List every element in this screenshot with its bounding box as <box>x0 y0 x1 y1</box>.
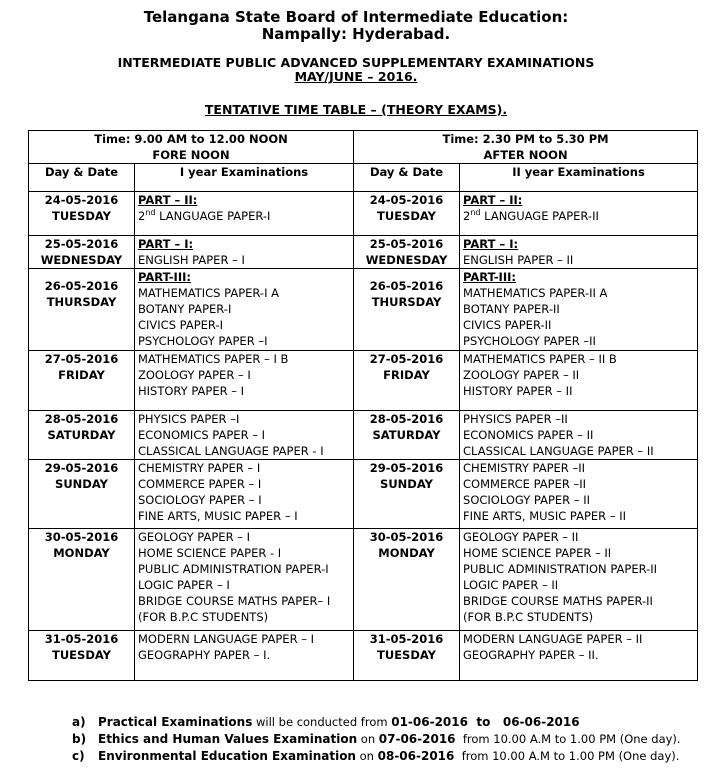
date-cell-an <box>354 192 460 236</box>
exam-paper: FINE ARTS, MUSIC PAPER – II <box>463 509 627 523</box>
exam-paper: PHYSICS PAPER –II <box>463 412 568 426</box>
exam-paper: CLASSICAL LANGUAGE PAPER – II <box>463 444 654 458</box>
exam-date: 25-05-2016 <box>44 237 119 251</box>
exam-paper <box>138 208 350 224</box>
date-cell-an <box>354 269 460 351</box>
exam-cell-an <box>460 411 698 460</box>
notes <box>72 714 681 765</box>
exam-paper: BRIDGE COURSE MATHS PAPER– I <box>138 594 331 608</box>
after-noon-label: AFTER NOON <box>483 148 568 162</box>
col-day-date-fn: Day & Date <box>29 164 135 192</box>
exam-weekday: SATURDAY <box>47 428 116 442</box>
fore-noon-label: FORE NOON <box>152 148 230 162</box>
exam-paper: ENGLISH PAPER – II <box>463 253 574 267</box>
exam-paper: CHEMISTRY PAPER – I <box>138 461 261 475</box>
note-title: Environmental Education Examination <box>98 749 356 763</box>
exam-date: 27-05-2016 <box>44 352 119 366</box>
exam-date: 28-05-2016 <box>369 412 444 426</box>
exam-paper: ZOOLOGY PAPER – I <box>138 368 251 382</box>
exam-paper: ECONOMICS PAPER – II <box>463 428 594 442</box>
exam-weekday: WEDNESDAY <box>40 253 123 267</box>
date-cell-fn <box>29 631 135 681</box>
exam-weekday: MONDAY <box>378 546 435 560</box>
ordinal-suffix: nd <box>470 208 481 218</box>
table-row <box>29 411 698 460</box>
date-cell-fn <box>29 529 135 631</box>
exam-weekday: THURSDAY <box>371 295 442 309</box>
exam-paper: COMMERCE PAPER –II <box>463 477 587 491</box>
exam-paper: LOGIC PAPER – I <box>138 578 230 592</box>
col-second-year: II year Examinations <box>460 164 698 192</box>
date-cell-an <box>354 236 460 269</box>
note-label: b) <box>72 732 87 746</box>
exam-paper: PSYCHOLOGY PAPER –II <box>463 334 596 348</box>
board-place: Nampally: Hyderabad. <box>261 25 451 43</box>
part-label: PART – I: <box>463 237 519 251</box>
timetable-body <box>29 192 698 681</box>
exam-paper: GEOGRAPHY PAPER – II. <box>463 648 599 662</box>
exam-session-text: MAY/JUNE – 2016. <box>294 69 418 84</box>
exam-paper: GEOLOGY PAPER – II <box>463 530 579 544</box>
note-time: from 10.00 A.M to 1.00 PM (One day). <box>454 749 680 763</box>
exam-paper: BOTANY PAPER-II <box>463 302 560 316</box>
note-item <box>72 714 681 731</box>
table-row <box>29 351 698 411</box>
exam-paper-text: LANGUAGE PAPER-I <box>159 209 271 223</box>
exam-paper: CIVICS PAPER-II <box>463 318 552 332</box>
exam-date: 26-05-2016 <box>369 279 444 293</box>
ordinal-number: 2 <box>463 209 471 223</box>
exam-paper: FINE ARTS, MUSIC PAPER – I <box>138 509 298 523</box>
date-cell-fn <box>29 192 135 236</box>
exam-session <box>0 69 712 84</box>
date-cell-an <box>354 351 460 411</box>
exam-paper: MATHEMATICS PAPER-I A <box>138 286 279 300</box>
exam-paper-text: LANGUAGE PAPER-II <box>484 209 599 223</box>
exam-cell-an <box>460 192 698 236</box>
exam-paper: CLASSICAL LANGUAGE PAPER - I <box>138 444 324 458</box>
col-day-date-an: Day & Date <box>354 164 460 192</box>
exam-paper: MATHEMATICS PAPER – II B <box>463 352 617 366</box>
date-cell-an <box>354 411 460 460</box>
ordinal-number: 2 <box>138 209 146 223</box>
table-row <box>29 529 698 631</box>
exam-date: 30-05-2016 <box>44 530 119 544</box>
fore-noon-time: Time: 9.00 AM to 12.00 NOON <box>94 132 288 146</box>
note-label: c) <box>72 749 85 763</box>
exam-paper: (FOR B.P.C STUDENTS) <box>463 610 594 624</box>
exam-paper: GEOLOGY PAPER – I <box>138 530 251 544</box>
exam-title: INTERMEDIATE PUBLIC ADVANCED SUPPLEMENTARY EXAMINATIONS <box>117 55 595 70</box>
exam-cell-fn <box>135 460 354 529</box>
exam-date: 24-05-2016 <box>369 193 444 207</box>
date-cell-fn <box>29 411 135 460</box>
note-connector: on <box>357 732 379 746</box>
exam-paper: HOME SCIENCE PAPER - I <box>138 546 282 560</box>
exam-paper <box>463 208 694 224</box>
part-label: PART – I: <box>138 237 194 251</box>
col-first-year: I year Examinations <box>135 164 354 192</box>
exam-paper: LOGIC PAPER – II <box>463 578 559 592</box>
timetable-heading-text: TENTATIVE TIME TABLE – (THEORY EXAMS). <box>204 102 508 117</box>
date-cell-fn <box>29 460 135 529</box>
exam-paper: COMMERCE PAPER – I <box>138 477 262 491</box>
exam-paper: CIVICS PAPER-I <box>138 318 223 332</box>
exam-cell-an <box>460 236 698 269</box>
exam-weekday: FRIDAY <box>58 368 105 382</box>
exam-paper: HISTORY PAPER – II <box>463 384 573 398</box>
exam-paper: PUBLIC ADMINISTRATION PAPER-I <box>138 562 329 576</box>
part-label: PART – II: <box>138 193 198 207</box>
exam-paper: (FOR B.P.C STUDENTS) <box>138 610 269 624</box>
exam-paper: SOCIOLOGY PAPER – I <box>138 493 262 507</box>
exam-weekday: MONDAY <box>53 546 110 560</box>
exam-cell-an <box>460 460 698 529</box>
note-connector: will be conducted from <box>252 715 392 729</box>
exam-cell-an <box>460 631 698 681</box>
timetable <box>28 130 698 681</box>
exam-date: 25-05-2016 <box>369 237 444 251</box>
table-row <box>29 460 698 529</box>
note-time: from 10.00 A.M to 1.00 PM (One day). <box>455 732 681 746</box>
session-header-row <box>29 131 698 164</box>
exam-paper: HOME SCIENCE PAPER – II <box>463 546 612 560</box>
part-label: PART – II: <box>463 193 523 207</box>
exam-paper: HISTORY PAPER – I <box>138 384 245 398</box>
after-noon-time: Time: 2.30 PM to 5.30 PM <box>442 132 609 146</box>
exam-weekday: THURSDAY <box>46 295 117 309</box>
exam-paper: ECONOMICS PAPER – I <box>138 428 266 442</box>
exam-date: 24-05-2016 <box>44 193 119 207</box>
date-cell-fn <box>29 269 135 351</box>
table-row <box>29 631 698 681</box>
note-item <box>72 731 681 748</box>
exam-date: 31-05-2016 <box>44 632 119 646</box>
exam-paper: GEOGRAPHY PAPER – I. <box>138 648 271 662</box>
table-row <box>29 236 698 269</box>
exam-paper: SOCIOLOGY PAPER – II <box>463 493 591 507</box>
exam-paper: PUBLIC ADMINISTRATION PAPER-II <box>463 562 658 576</box>
exam-date: 29-05-2016 <box>369 461 444 475</box>
exam-paper: PHYSICS PAPER –I <box>138 412 240 426</box>
exam-weekday: SUNDAY <box>380 477 433 491</box>
exam-weekday: TUESDAY <box>52 209 111 223</box>
exam-paper: BOTANY PAPER-I <box>138 302 232 316</box>
exam-date: 31-05-2016 <box>369 632 444 646</box>
exam-weekday: WEDNESDAY <box>365 253 448 267</box>
exam-cell-an <box>460 269 698 351</box>
part-label: PART-III: <box>463 270 516 284</box>
exam-paper: MATHEMATICS PAPER-II A <box>463 286 608 300</box>
column-header-row <box>29 164 698 192</box>
note-connector: on <box>355 749 378 763</box>
exam-date: 28-05-2016 <box>44 412 119 426</box>
exam-paper: CHEMISTRY PAPER –II <box>463 461 585 475</box>
date-cell-an <box>354 529 460 631</box>
date-cell-fn <box>29 236 135 269</box>
note-title: Practical Examinations <box>98 715 253 729</box>
note-label: a) <box>72 715 86 729</box>
exam-date: 29-05-2016 <box>44 461 119 475</box>
note-item <box>72 748 681 765</box>
exam-paper: MATHEMATICS PAPER – I B <box>138 352 289 366</box>
exam-cell-fn <box>135 269 354 351</box>
exam-weekday: TUESDAY <box>52 648 111 662</box>
exam-weekday: FRIDAY <box>383 368 430 382</box>
exam-paper: MODERN LANGUAGE PAPER – II <box>463 632 643 646</box>
exam-cell-fn <box>135 411 354 460</box>
board-title: Telangana State Board of Intermediate Education: <box>143 8 569 26</box>
exam-weekday: SUNDAY <box>55 477 108 491</box>
date-cell-fn <box>29 351 135 411</box>
exam-weekday: TUESDAY <box>377 648 437 662</box>
exam-paper: ENGLISH PAPER – I <box>138 253 245 267</box>
exam-cell-an <box>460 351 698 411</box>
exam-cell-fn <box>135 529 354 631</box>
table-row <box>29 269 698 351</box>
exam-cell-fn <box>135 192 354 236</box>
exam-weekday: SATURDAY <box>372 428 441 442</box>
part-label: PART-III: <box>138 270 191 284</box>
note-date: 07-06-2016 <box>378 732 456 746</box>
exam-paper: PSYCHOLOGY PAPER –I <box>138 334 268 348</box>
table-row <box>29 192 698 236</box>
ordinal-suffix: nd <box>145 208 156 218</box>
exam-date: 30-05-2016 <box>369 530 444 544</box>
exam-date: 27-05-2016 <box>369 352 444 366</box>
exam-date: 26-05-2016 <box>44 279 119 293</box>
note-title: Ethics and Human Values Examination <box>98 732 358 746</box>
note-date: 01-06-2016 to 06-06-2016 <box>391 715 580 729</box>
fore-noon-session <box>29 131 354 164</box>
exam-weekday: TUESDAY <box>377 209 437 223</box>
exam-paper: ZOOLOGY PAPER – II <box>463 368 580 382</box>
exam-cell-fn <box>135 351 354 411</box>
exam-cell-fn <box>135 236 354 269</box>
timetable-heading <box>0 102 712 117</box>
exam-cell-fn <box>135 631 354 681</box>
date-cell-an <box>354 460 460 529</box>
exam-paper: MODERN LANGUAGE PAPER – I <box>138 632 315 646</box>
date-cell-an <box>354 631 460 681</box>
exam-cell-an <box>460 529 698 631</box>
after-noon-session <box>354 131 698 164</box>
note-date: 08-06-2016 <box>377 749 455 763</box>
exam-paper: BRIDGE COURSE MATHS PAPER-II <box>463 594 653 608</box>
